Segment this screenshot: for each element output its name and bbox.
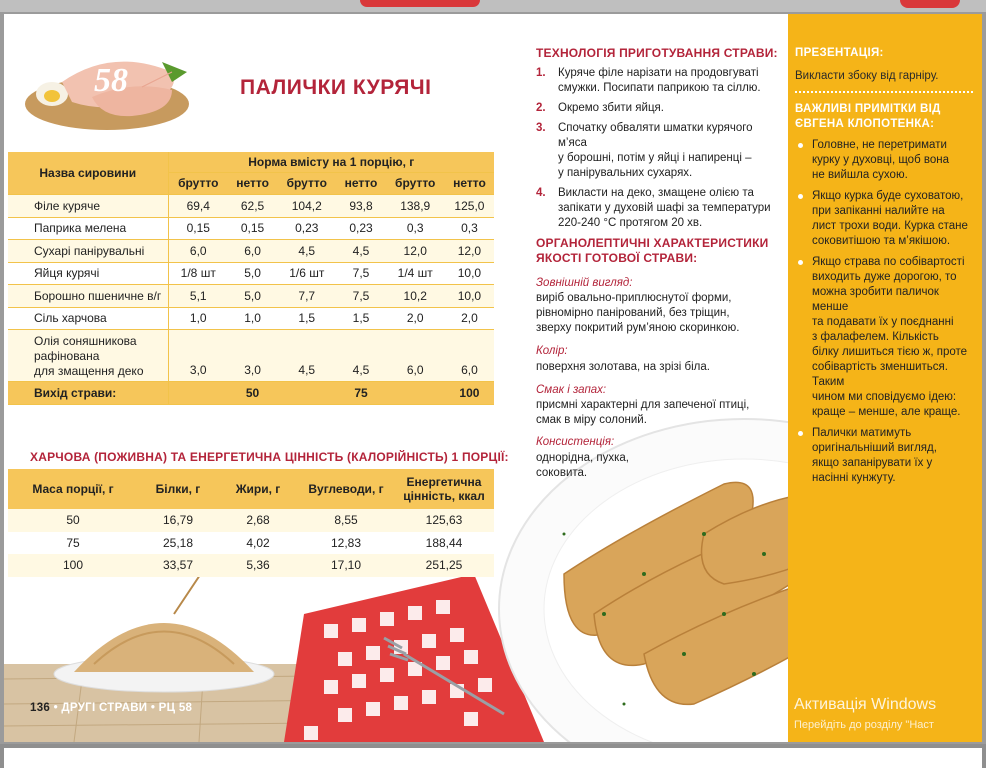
table-cell: 10,0 xyxy=(445,262,494,285)
table-cell: 12,0 xyxy=(386,240,445,263)
note-line: з фалафелем. Кількість xyxy=(812,331,939,343)
step-item xyxy=(536,186,772,231)
step-line: Куряче філе нарізати на продовгуваті xyxy=(558,67,759,79)
note-item xyxy=(795,255,975,420)
step-number: 1. xyxy=(536,67,546,79)
table-cell: 0,3 xyxy=(445,217,494,240)
dotted-divider xyxy=(795,91,973,93)
nutrition-header-line: Енергетична xyxy=(406,475,482,489)
table-cell: 6,0 xyxy=(168,240,228,263)
table-cell: 6,0 xyxy=(228,240,277,263)
tips-sidebar xyxy=(788,14,982,742)
nutrition-header xyxy=(394,469,494,509)
subheader-netto: нетто xyxy=(445,172,494,195)
table-cell: 1/8 шт xyxy=(168,262,228,285)
recipe-page xyxy=(4,14,982,742)
table-cell: 33,57 xyxy=(138,554,218,577)
note-line: білку лишиться тією ж, проте xyxy=(812,346,968,358)
note-item xyxy=(795,138,975,183)
note-line: Головне, не перетримати xyxy=(812,139,947,151)
table-cell: 93,8 xyxy=(336,195,385,218)
table-cell: 1/4 шт xyxy=(386,262,445,285)
note-line: якщо запанірувати їх у xyxy=(812,457,933,469)
table-cell: 25,18 xyxy=(138,532,218,555)
note-line: та подавати їх у поєднанні xyxy=(812,316,954,328)
table-cell: 8,55 xyxy=(298,509,394,532)
table-cell: 125,0 xyxy=(445,195,494,218)
step-line: 220-240 °С протягом 20 хв. xyxy=(558,217,703,229)
color-text: поверхня золотава, на зрізі біла. xyxy=(536,361,710,373)
note-line: чином ми сповідуємо ідею: xyxy=(812,391,957,403)
table-cell: 5,36 xyxy=(218,554,298,577)
step-line: Окремо збити яйця. xyxy=(558,102,664,114)
texture-label: Консистенція: xyxy=(536,436,615,448)
table-cell: 6,0 xyxy=(445,330,494,382)
notes-heading: ВАЖЛИВІ ПРИМІТКИ ВІД xyxy=(795,103,941,115)
table-cell: 3,0 xyxy=(168,330,228,382)
ingredient-name: Сіль харчова xyxy=(8,307,168,330)
table-cell: 4,5 xyxy=(336,330,385,382)
notes-heading: ЄВГЕНА КЛОПОТЕНКА: xyxy=(795,118,935,130)
table-row xyxy=(8,307,494,330)
windows-activation-watermark: Активація Windows xyxy=(794,696,937,713)
table-cell: 125,63 xyxy=(394,509,494,532)
table-cell: 3,0 xyxy=(228,330,277,382)
table-row xyxy=(8,554,494,577)
table-cell: 1,5 xyxy=(336,307,385,330)
table-cell: 7,7 xyxy=(277,285,336,308)
organoleptic-heading: ЯКОСТІ ГОТОВОЇ СТРАВИ: xyxy=(536,251,698,265)
nutrition-header: Білки, г xyxy=(138,469,218,509)
recipe-title: ПАЛИЧКИ КУРЯЧІ xyxy=(240,76,432,99)
page-footer xyxy=(30,702,192,714)
note-line: виходить дуже дорогою, то xyxy=(812,271,957,283)
note-line: можна зробити паличок менше xyxy=(812,286,939,313)
color-label: Колір: xyxy=(536,345,568,357)
breadcrumbs-bowl xyxy=(54,569,274,692)
page-number: 136 xyxy=(30,702,51,714)
table-cell: 4,5 xyxy=(277,240,336,263)
table-cell: 100 xyxy=(8,554,138,577)
note-line: соковитішою та м’якішою. xyxy=(812,235,951,247)
yield-value: 50 xyxy=(228,382,277,405)
table-cell: 1/6 шт xyxy=(277,262,336,285)
step-number: 4. xyxy=(536,187,546,199)
table-cell: 5,0 xyxy=(228,285,277,308)
table-cell: 4,5 xyxy=(277,330,336,382)
yield-label: Вихід страви: xyxy=(8,382,168,405)
note-line: Якщо курка буде суховатою, xyxy=(812,190,964,202)
table-row xyxy=(8,330,494,382)
look-text: виріб овально-приплюснутої форми, xyxy=(536,292,732,304)
step-line: Викласти на деко, змащене олією та xyxy=(558,187,754,199)
nutrition-header: Маса порції, г xyxy=(8,469,138,509)
presentation-heading: ПРЕЗЕНТАЦІЯ: xyxy=(795,47,884,59)
step-number: 2. xyxy=(536,102,546,114)
table-cell: 10,2 xyxy=(386,285,445,308)
note-line: Палички матимуть xyxy=(812,427,912,439)
table-row xyxy=(8,195,494,218)
table-cell xyxy=(168,382,228,405)
note-line: насінні кунжуту. xyxy=(812,472,896,484)
ingredient-name: Паприка мелена xyxy=(8,217,168,240)
subheader-brutto: брутто xyxy=(168,172,228,195)
ingredient-name: Філе куряче xyxy=(8,195,168,218)
table-cell: 12,83 xyxy=(298,532,394,555)
table-row xyxy=(8,240,494,263)
table-cell: 138,9 xyxy=(386,195,445,218)
table-cell: 5,1 xyxy=(168,285,228,308)
table-cell: 4,5 xyxy=(336,240,385,263)
note-item xyxy=(795,189,975,249)
table-cell: 2,0 xyxy=(386,307,445,330)
col-ingredient-name: Назва сировини xyxy=(8,152,168,195)
note-line: курку у духовці, щоб вона xyxy=(812,154,949,166)
nutrition-header: Жири, г xyxy=(218,469,298,509)
table-row xyxy=(8,509,494,532)
table-cell: 5,0 xyxy=(228,262,277,285)
next-page-edge xyxy=(4,748,982,768)
ingredient-name: Борошно пшеничне в/г xyxy=(8,285,168,308)
subheader-netto: нетто xyxy=(228,172,277,195)
table-cell: 2,0 xyxy=(445,307,494,330)
nutrition-header: Вуглеводи, г xyxy=(298,469,394,509)
table-cell: 1,0 xyxy=(168,307,228,330)
note-line: собівартість зменшиться. Таким xyxy=(812,361,948,388)
note-line: оригінальніший вигляд, xyxy=(812,442,937,454)
yield-row xyxy=(8,382,494,405)
previous-page-strip xyxy=(0,0,986,12)
ingredients-table xyxy=(8,152,494,405)
taste-label: Смак і запах: xyxy=(536,384,607,396)
note-item xyxy=(795,426,975,486)
note-line: краще – менше, але краще. xyxy=(812,406,961,418)
step-line: Спочатку обваляти шматки курячого м’яса xyxy=(558,122,753,149)
step-item xyxy=(536,101,772,116)
table-cell: 1,5 xyxy=(277,307,336,330)
technology-heading: ТЕХНОЛОГІЯ ПРИГОТУВАННЯ СТРАВИ: xyxy=(536,46,778,60)
windows-activation-hint: Перейдіть до розділу "Наст xyxy=(794,719,934,731)
step-line: запікати у духовій шафі за температури xyxy=(558,202,771,214)
step-line: у панірувальних сухарях. xyxy=(558,167,693,179)
yield-value: 100 xyxy=(445,382,494,405)
col-norm: Норма вмісту на 1 порцію, г xyxy=(168,152,494,172)
nutrition-title: ХАРЧОВА (ПОЖИВНА) ТА ЕНЕРГЕТИЧНА ЦІННІСТЬ (КАЛОРІЙНІСТЬ) 1 ПОРЦІЇ: xyxy=(30,450,509,464)
look-text: зверху покритий рум’яною скоринкою. xyxy=(536,322,740,334)
ingredient-name-line: для змащення деко xyxy=(34,364,144,378)
table-cell: 0,3 xyxy=(386,217,445,240)
table-cell xyxy=(386,382,445,405)
texture-text: однорідна, пухка, xyxy=(536,452,629,464)
table-cell: 0,23 xyxy=(277,217,336,240)
subheader-brutto: брутто xyxy=(277,172,336,195)
subheader-netto: нетто xyxy=(336,172,385,195)
nutrition-table xyxy=(8,469,494,577)
decor-red-shape xyxy=(900,0,960,8)
table-cell: 104,2 xyxy=(277,195,336,218)
table-cell: 4,02 xyxy=(218,532,298,555)
table-cell: 17,10 xyxy=(298,554,394,577)
table-row xyxy=(8,532,494,555)
next-page-strip xyxy=(0,744,986,768)
table-cell: 0,23 xyxy=(336,217,385,240)
table-cell: 62,5 xyxy=(228,195,277,218)
note-line: при запіканні налийте на xyxy=(812,205,945,217)
taste-text: смак в міру солоний. xyxy=(536,414,647,426)
table-cell xyxy=(277,382,336,405)
table-cell: 7,5 xyxy=(336,262,385,285)
table-cell: 0,15 xyxy=(228,217,277,240)
step-item xyxy=(536,66,772,96)
note-line: не вийшла сухою. xyxy=(812,169,908,181)
table-cell: 75 xyxy=(8,532,138,555)
table-row xyxy=(8,285,494,308)
taste-text: присмні характерні для запеченої птиці, xyxy=(536,399,750,411)
step-number: 3. xyxy=(536,122,546,134)
table-cell: 0,15 xyxy=(168,217,228,240)
step-item xyxy=(536,121,772,181)
table-row xyxy=(8,262,494,285)
table-row xyxy=(8,217,494,240)
table-cell: 2,68 xyxy=(218,509,298,532)
table-cell: 16,79 xyxy=(138,509,218,532)
decor-red-shape xyxy=(360,0,480,7)
presentation-text: Викласти збоку від гарніру. xyxy=(795,70,939,82)
look-text: рівномірно панірований, без тріщин, xyxy=(536,307,730,319)
subheader-brutto: брутто xyxy=(386,172,445,195)
table-cell: 6,0 xyxy=(386,330,445,382)
ingredient-name: Сухарі панірувальні xyxy=(8,240,168,263)
note-line: лист трохи води. Курка стане xyxy=(812,220,968,232)
step-line: у борошні, потім у яйці і напиренці – xyxy=(558,152,752,164)
ingredient-name-line: Олія соняшникова xyxy=(34,334,137,348)
section-label: • ДРУГІ СТРАВИ • РЦ 58 xyxy=(53,702,193,714)
yield-value: 75 xyxy=(336,382,385,405)
table-cell: 251,25 xyxy=(394,554,494,577)
table-cell: 50 xyxy=(8,509,138,532)
table-cell: 69,4 xyxy=(168,195,228,218)
technology-steps xyxy=(536,66,772,236)
step-line: смужки. Посипати паприкою та сіллю. xyxy=(558,82,761,94)
table-cell: 1,0 xyxy=(228,307,277,330)
ingredient-name: Яйця курячі xyxy=(8,262,168,285)
table-cell: 12,0 xyxy=(445,240,494,263)
page-badge: 58 xyxy=(94,62,128,99)
table-cell: 7,5 xyxy=(336,285,385,308)
note-line: Якщо страва по собівартості xyxy=(812,256,965,268)
texture-text: соковита. xyxy=(536,467,588,479)
organoleptic-heading: ОРГАНОЛЕПТИЧНІ ХАРАКТЕРИСТИКИ xyxy=(536,236,769,250)
ingredient-name-line: рафінована xyxy=(34,349,100,363)
notes-list xyxy=(795,138,975,492)
nutrition-header-line: цінність, ккал xyxy=(403,489,485,503)
table-cell: 10,0 xyxy=(445,285,494,308)
ingredient-name xyxy=(8,330,168,382)
table-cell: 188,44 xyxy=(394,532,494,555)
look-label: Зовнішній вигляд: xyxy=(536,277,633,289)
